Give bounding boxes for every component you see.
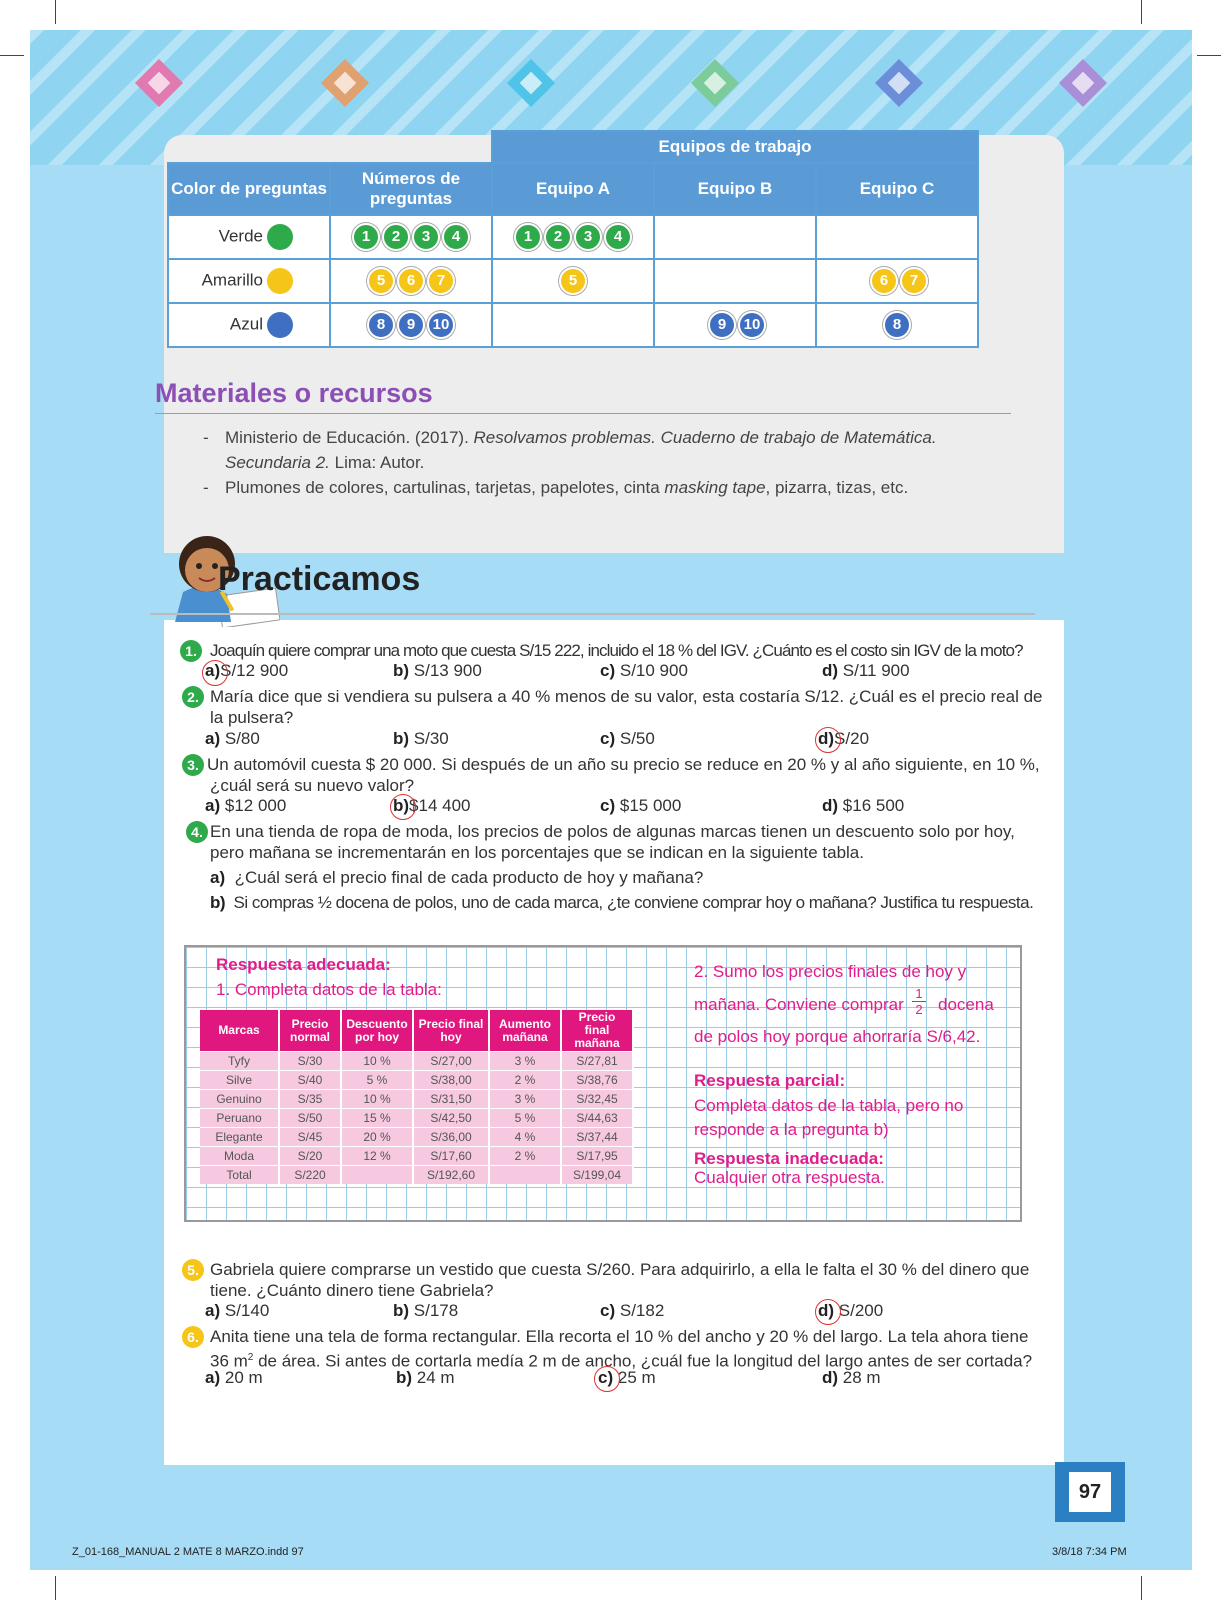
answer-option: c) $15 000 [600, 796, 682, 815]
question-badge: 7 [900, 267, 928, 295]
answer-option: a)S/12 900 [205, 661, 289, 680]
crop-mark [1197, 55, 1221, 56]
answer-option: a) 20 m [205, 1368, 263, 1387]
question-badge: 4 [442, 223, 470, 251]
col-equipo-b-header: Equipo B [654, 163, 816, 215]
equipos-header: Equipos de trabajo [492, 131, 978, 163]
table-row: Silve S/40 5 % S/38,00 2 % S/38,76 [200, 1071, 633, 1090]
question-badge: 2 [382, 223, 410, 251]
sub-question: b) Si compras ½ docena de polos, uno de cada marca, ¿te conviene comprar hoy o mañana? Justifica tu respuesta. [210, 893, 1034, 912]
step-2-text: mañana. Conviene comprar [694, 995, 904, 1014]
question-badge: 1 [514, 223, 542, 251]
question-text-continued: pero mañana se incrementarán en los porcentajes que se indican en la siguiente tabla. [210, 843, 864, 862]
answer-option: d) $16 500 [822, 796, 905, 815]
selected-answer-circle [815, 1299, 841, 1325]
answer-option: d) S/11 900 [822, 661, 910, 680]
respuesta-adecuada-label: Respuesta adecuada: [216, 955, 391, 974]
answer-option: c) S/10 900 [600, 661, 688, 680]
diamond-ornament [507, 59, 555, 107]
question-text-continued: 36 $m^2$ de área. Si antes de cortarla medía 2 m de ancho, ¿cuál fue la longitud del largo antes de ser cortada? [210, 1351, 1033, 1371]
table-row: Genuino S/35 10 % S/31,50 3 % S/32,45 [200, 1090, 633, 1109]
question-badge: 2 [544, 223, 572, 251]
question-badge: 4 [604, 223, 632, 251]
question-badge: 10 [738, 311, 766, 339]
table-row: Elegante S/45 20 % S/36,00 4 % S/37,44 [200, 1128, 633, 1147]
question-badge: 1 [352, 223, 380, 251]
diamond-ornament [321, 59, 369, 107]
question-number: 6. [182, 1326, 204, 1348]
list-item: Plumones de colores, cartulinas, tarjetas, papelotes, cinta masking tape, pizarra, tizas, etc. [225, 478, 909, 497]
crop-mark [55, 0, 56, 24]
question-number: 5. [182, 1259, 204, 1281]
respuesta-parcial-label: Respuesta parcial: [694, 1071, 846, 1090]
question-number: 2. [182, 686, 204, 708]
answer-option: c) S/50 [600, 729, 655, 748]
col-header: Marcas [200, 1010, 279, 1052]
question-text-continued: tiene. ¿Cuánto dinero tiene Gabriela? [210, 1281, 494, 1300]
question-badge: 3 [412, 223, 440, 251]
question-text: Gabriela quiere comprarse un vestido que cuesta S/260. Para adquirirlo, a ella le falta el 30 % del dinero que [210, 1260, 1030, 1279]
question-badge: 5 [559, 267, 587, 295]
question-text: Joaquín quiere comprar una moto que cuesta S/15 222, incluido el 18 % del IGV. ¿Cuánto es el costo sin IGV de la moto? [210, 641, 1023, 660]
table-row: Peruano S/50 15 % S/42,50 5 % S/44,63 [200, 1109, 633, 1128]
diamond-ornament [135, 59, 183, 107]
section-title-practicamos: Practicamos [218, 560, 421, 598]
question-badge: 10 [427, 311, 455, 339]
yellow-dot-icon [267, 268, 293, 294]
question-number: 3. [182, 754, 204, 776]
answer-option: d) S/200 [818, 1301, 884, 1320]
answer-option: b) S/178 [393, 1301, 459, 1320]
page-number: 97 [1069, 1472, 1111, 1512]
answer-option: b) S/13 900 [393, 661, 482, 680]
answer-option: d)S/20 [818, 729, 870, 748]
section-title-materiales: Materiales o recursos [155, 378, 433, 408]
answer-option: b)$14 400 [393, 796, 471, 815]
step-2-text: 2. Sumo los precios finales de hoy y [694, 962, 967, 981]
selected-answer-circle [202, 660, 228, 686]
diamond-ornament [875, 59, 923, 107]
col-header: Precio normal [279, 1010, 341, 1052]
question-text: En una tienda de ropa de moda, los precios de polos de algunas marcas tienen un descuento solo por hoy, [210, 822, 1015, 841]
selected-answer-circle [815, 727, 841, 753]
team-table [167, 130, 979, 348]
fraction-half [912, 986, 926, 1017]
question-text: Un automóvil cuesta $ 20 000. Si después de un año su precio se reduce en 20 % y al año siguiente, en 10 %, [207, 755, 1040, 774]
answer-option: b) 24 m [396, 1368, 455, 1387]
question-badge: 7 [427, 267, 455, 295]
crop-mark [55, 1576, 56, 1600]
table-row [168, 303, 978, 347]
blue-dot-icon [267, 312, 293, 338]
page-number-badge [1055, 1462, 1125, 1522]
crop-mark [0, 55, 24, 56]
step-1-text: 1. Completa datos de la tabla: [216, 980, 442, 999]
divider [150, 613, 1035, 615]
answer-option: a) S/140 [205, 1301, 270, 1320]
col-header: Precio final hoy [413, 1010, 489, 1052]
col-equipo-c-header: Equipo C [816, 163, 978, 215]
question-text: María dice que si vendiera su pulsera a 40 % menos de su valor, esta costaría S/12. ¿Cuál es el precio real de [210, 687, 1043, 706]
question-badge: 6 [397, 267, 425, 295]
question-number: 4. [186, 821, 208, 843]
question-text-continued: ¿cuál será su nuevo valor? [210, 776, 415, 795]
list-bullet: - [203, 428, 209, 447]
question-badge: 6 [870, 267, 898, 295]
selected-answer-circle [594, 1366, 620, 1392]
crop-mark [1141, 1576, 1142, 1600]
crop-mark [1141, 0, 1142, 24]
diamond-ornament [691, 59, 739, 107]
col-header: Aumento mañana [489, 1010, 561, 1052]
list-bullet: - [203, 478, 209, 497]
question-badge: 5 [367, 267, 395, 295]
list-item-continued: Secundaria 2. Lima: Autor. [225, 453, 425, 472]
step-2-text: de polos hoy porque ahorraría S/6,42. [694, 1027, 981, 1046]
sub-question: a) ¿Cuál será el precio final de cada producto de hoy y mañana? [210, 868, 704, 887]
row-color-label: Azul [229, 314, 263, 334]
col-header: Descuento por hoy [341, 1010, 413, 1052]
table-row: Tyfy S/30 10 % S/27,00 3 % S/27,81 [200, 1052, 633, 1071]
col-equipo-a-header: Equipo A [492, 163, 654, 215]
table-row [168, 215, 978, 259]
table-row: Moda S/20 12 % S/17,60 2 % S/17,95 [200, 1147, 633, 1166]
question-badge: 8 [367, 311, 395, 339]
col-header: Precio final mañana [561, 1010, 633, 1052]
parcial-text: Completa datos de la tabla, pero no [694, 1096, 964, 1115]
answer-option: d) 28 m [822, 1368, 881, 1387]
divider [155, 413, 1011, 414]
table-row: Total S/220 S/192,60 S/199,04 [200, 1166, 633, 1185]
table-row [168, 259, 978, 303]
inadecuada-text: Cualquier otra respuesta. [694, 1168, 885, 1187]
question-badge: 9 [708, 311, 736, 339]
selected-answer-circle [390, 794, 416, 820]
question-text-continued: la pulsera? [210, 708, 294, 727]
question-badge: 8 [883, 311, 911, 339]
question-text: Anita tiene una tela de forma rectangular. Ella recorta el 10 % del ancho y 20 % del largo. La tela ahora tiene [210, 1327, 1029, 1346]
fraction-denominator: 2 [915, 1002, 923, 1017]
footer-file-info: Z_01-168_MANUAL 2 MATE 8 MARZO.indd 97 [72, 1546, 304, 1558]
row-color-label: Amarillo [201, 270, 263, 290]
answer-option: c) S/182 [600, 1301, 665, 1320]
list-item: Ministerio de Educación. (2017). Resolvamos problemas. Cuaderno de trabajo de Matemática. [225, 428, 937, 447]
answer-option: b) S/30 [393, 729, 449, 748]
price-table [200, 1010, 634, 1184]
answer-option: a) $12 000 [205, 796, 287, 815]
col-numeros-header: Números de preguntas [330, 163, 492, 215]
fraction-numerator: 1 [912, 986, 926, 1002]
step-2-text: docena [938, 995, 994, 1014]
answer-option: a) S/80 [205, 729, 260, 748]
footer-timestamp: 3/8/18 7:34 PM [1052, 1546, 1127, 1558]
row-color-label: Verde [218, 226, 263, 246]
question-badge: 9 [397, 311, 425, 339]
respuesta-inadecuada-label: Respuesta inadecuada: [694, 1149, 884, 1168]
question-badge: 3 [574, 223, 602, 251]
question-number: 1. [180, 640, 202, 662]
col-color-header: Color de preguntas [168, 163, 330, 215]
parcial-text: responde a la pregunta b) [694, 1120, 889, 1139]
answer-option: c) 25 m [598, 1368, 656, 1387]
diamond-ornament [1059, 59, 1107, 107]
green-dot-icon [267, 224, 293, 250]
